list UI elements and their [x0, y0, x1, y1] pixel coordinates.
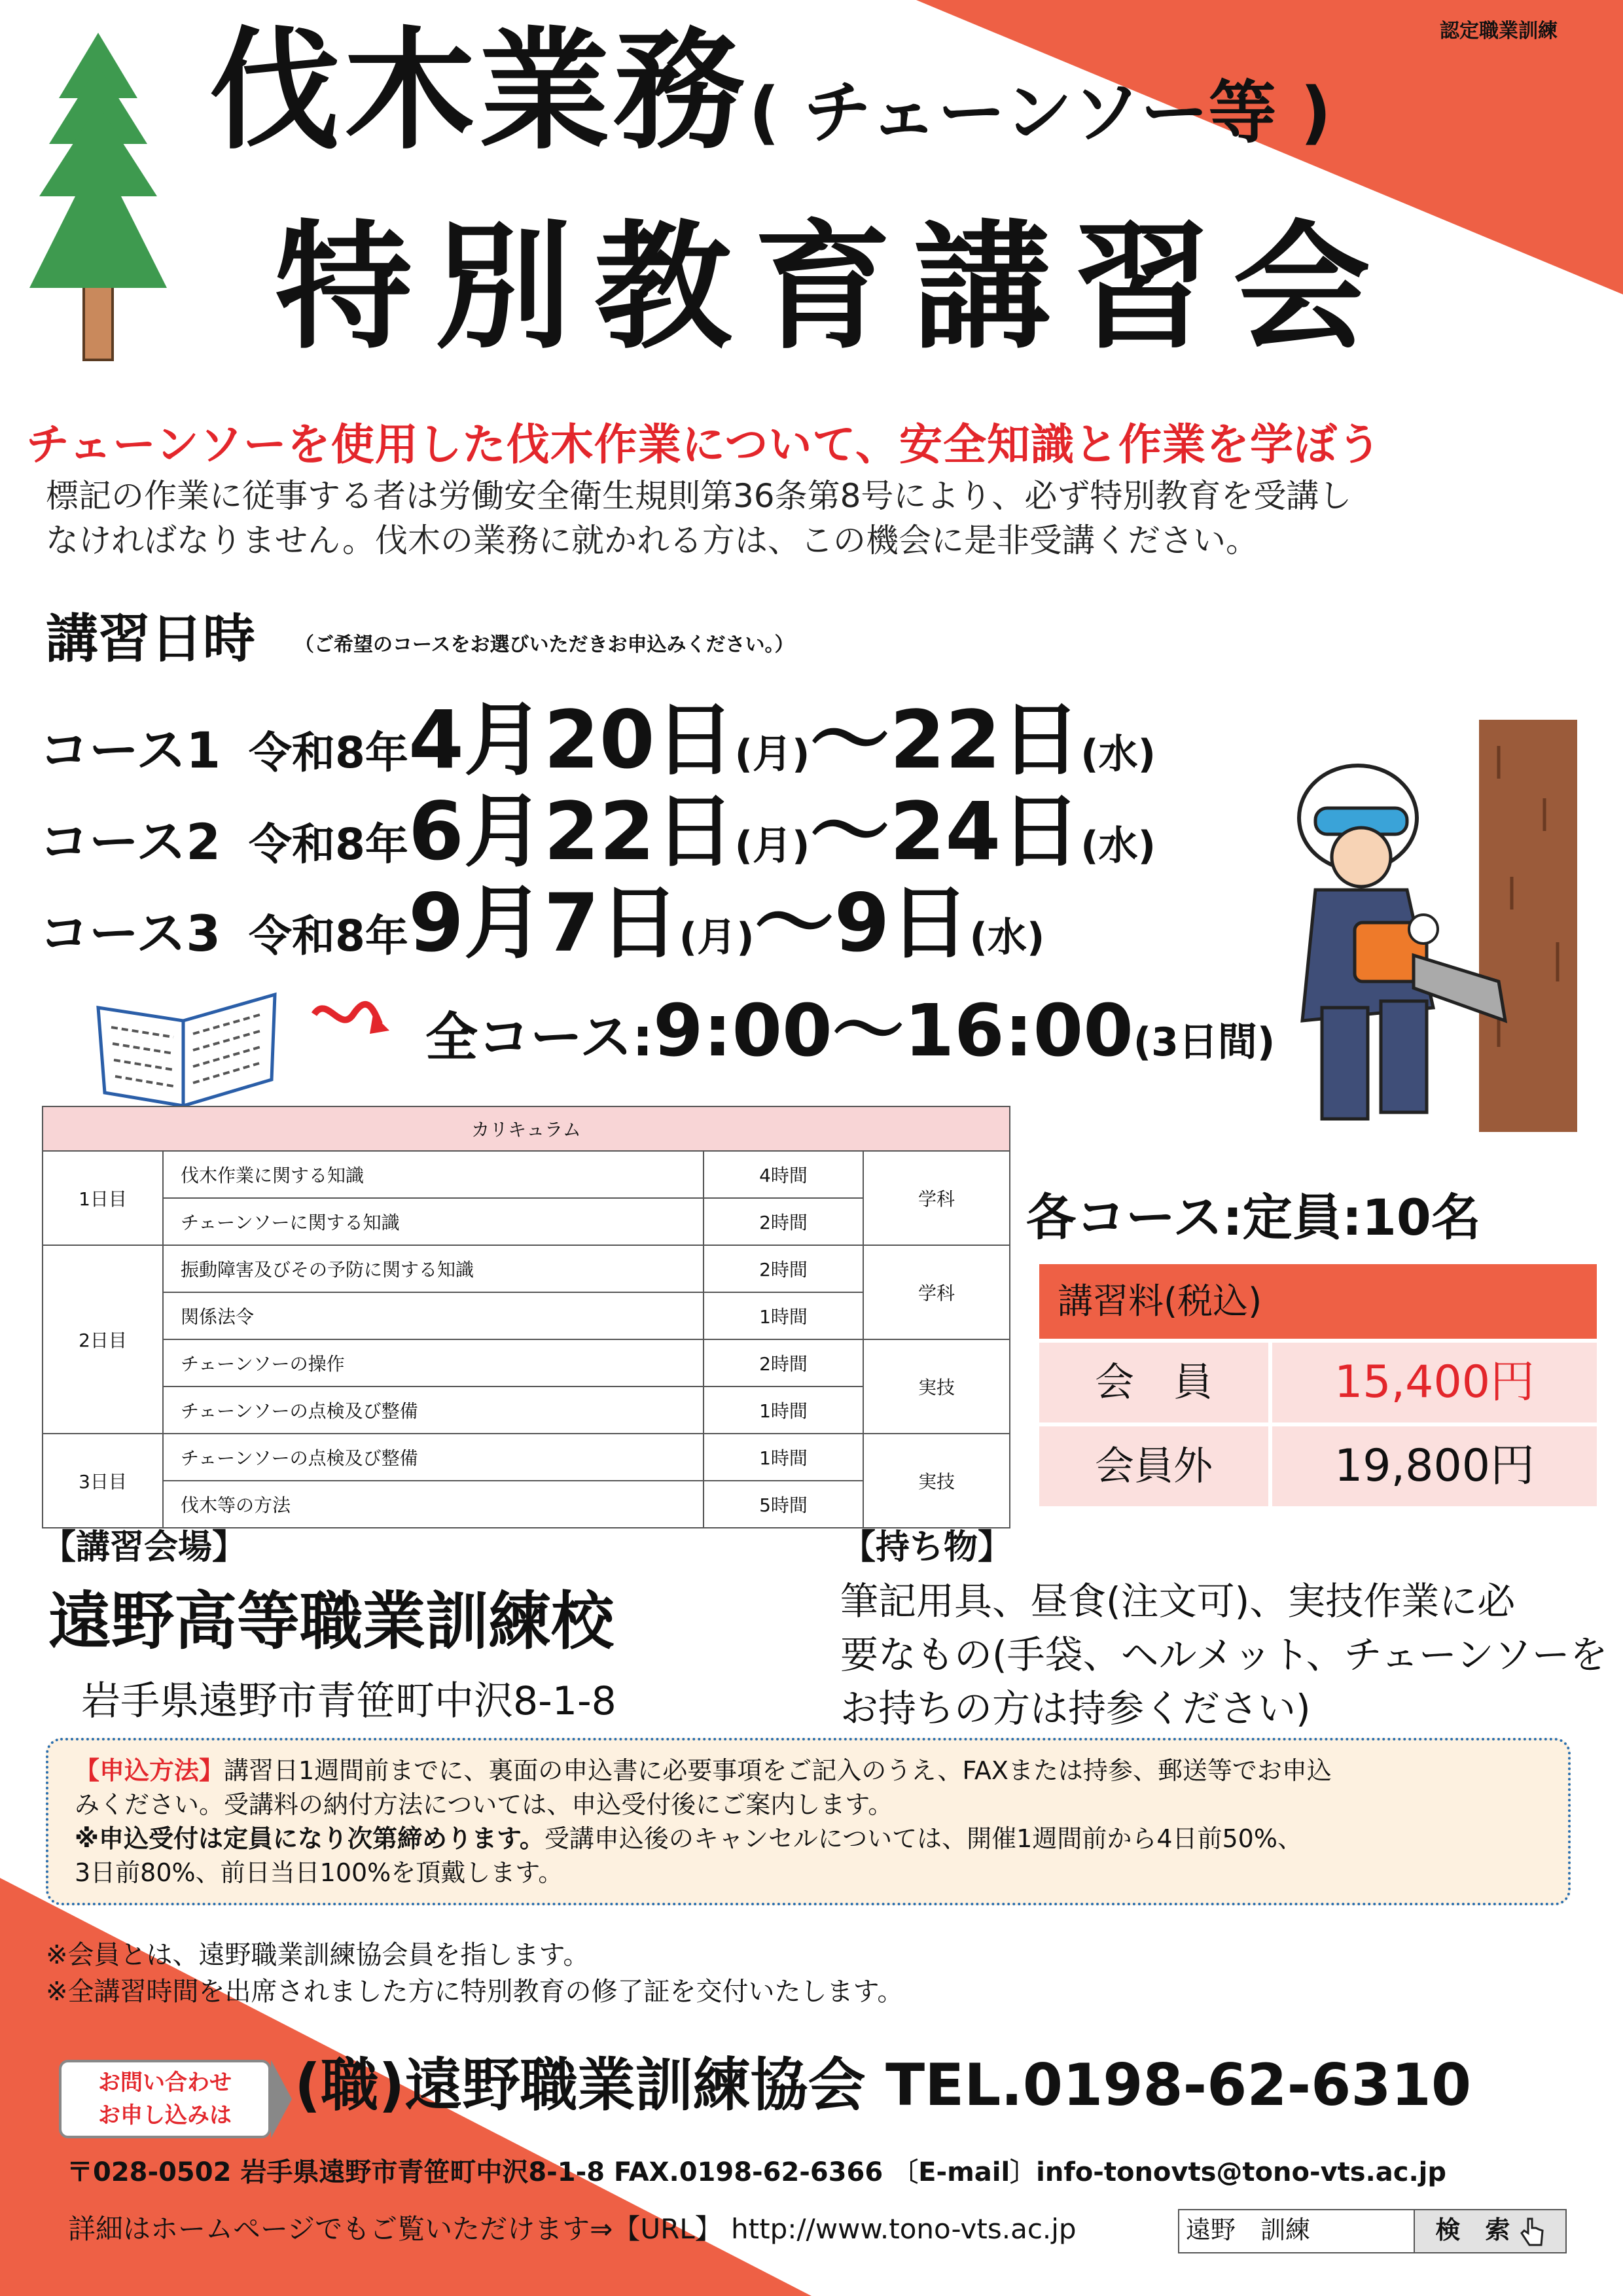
course-end-weekday: (水) — [1080, 823, 1156, 869]
table-cell-day: 2日目 — [43, 1245, 163, 1434]
schedule-heading — [46, 597, 794, 672]
table-cell-hours: 1時間 — [704, 1386, 863, 1434]
worker-chainsaw-icon — [1283, 720, 1597, 1132]
application-box — [46, 1738, 1571, 1905]
application-text: みください。受講料の納付方法については、申込受付後にご案内します。 — [75, 1790, 893, 1819]
curriculum-table — [42, 1106, 1010, 1528]
course-era: 令和8年 — [249, 728, 408, 778]
course-2 — [39, 785, 1156, 878]
capacity-text: 各コース:定員:10名 — [1026, 1188, 1481, 1246]
fee-value: 19,800円 — [1334, 1440, 1535, 1492]
curriculum-title: カリキュラム — [43, 1106, 1010, 1151]
course-end-weekday: (水) — [1080, 732, 1156, 777]
description-line: なければなりません。伐木の業務に就かれる方は、この機会に是非受講ください。 — [46, 521, 1258, 559]
course-end: 24日 — [889, 785, 1081, 878]
description-line: 標記の作業に従事する者は労働安全衛生規則第36条第8号により、必ず特別教育を受講し — [46, 477, 1352, 515]
application-text: 受講申込後のキャンセルについては、開催1週間前から4日前50%、 — [544, 1824, 1302, 1853]
note-line: ※全講習時間を出席されました方に特別教育の修了証を交付いたします。 — [46, 1977, 904, 2007]
belongings-heading: 【持ち物】 — [842, 1528, 1012, 1567]
description — [46, 474, 1584, 563]
course-tilde: 〜 — [754, 877, 834, 970]
table-cell-item: チェーンソーの点検及び整備 — [163, 1434, 704, 1481]
all-course-time — [425, 989, 1275, 1072]
application-text: 講習日1週間前までに、裏面の申込書に必要事項をご記入のうえ、FAXまたは持参、郵送等でお申込 — [224, 1756, 1332, 1785]
course-tilde: 〜 — [810, 694, 890, 786]
title-line1 — [209, 15, 1332, 168]
venue-heading: 【講習会場】 — [42, 1528, 247, 1567]
fee-label: 会 員 — [1039, 1343, 1272, 1422]
tree-icon — [20, 26, 177, 366]
course-end-weekday: (水) — [969, 915, 1045, 961]
table-cell-hours: 2時間 — [704, 1245, 863, 1292]
table-cell-item: チェーンソーに関する知識 — [163, 1198, 704, 1245]
fee-table — [1039, 1264, 1597, 1506]
course-name: コース3 — [39, 904, 221, 963]
certified-badge: 認定職業訓練 — [1440, 20, 1558, 43]
org-name: (職)遠野職業訓練協会 — [294, 2051, 866, 2119]
course-name: コース2 — [39, 813, 221, 871]
title-main: 伐木業務 — [209, 15, 749, 168]
cursor-hand-icon — [1519, 2216, 1545, 2248]
table-cell-hours: 1時間 — [704, 1292, 863, 1339]
search-input[interactable]: 遠野 訓練 — [1179, 2210, 1415, 2252]
course-end: 22日 — [889, 694, 1081, 786]
course-start: 4月20日 — [408, 694, 735, 786]
table-cell-hours: 1時間 — [704, 1434, 863, 1481]
table-cell-item: 伐木作業に関する知識 — [163, 1151, 704, 1198]
table-cell-hours: 2時間 — [704, 1198, 863, 1245]
schedule-note: （ご希望のコースをお選びいただきお申込みください。） — [294, 633, 794, 657]
fee-label: 会員外 — [1039, 1426, 1272, 1506]
venue-address: 岩手県遠野市青笹町中沢8-1-8 — [81, 1678, 616, 1724]
table-cell-item: チェーンソーの操作 — [163, 1339, 704, 1386]
fee-row — [1039, 1426, 1597, 1506]
belongings-line: 筆記用具、昼食(注文可)、実技作業に必 — [840, 1579, 1516, 1623]
contact-label-box — [59, 2060, 271, 2138]
book-icon — [85, 981, 288, 1112]
table-cell-hours: 4時間 — [704, 1151, 863, 1198]
application-text: 3日前80%、前日当日100%を頂戴します。 — [75, 1858, 563, 1887]
course-end: 9日 — [834, 877, 970, 970]
belongings-line: 要なもの(手袋、ヘルメット、チェーンソーを — [840, 1633, 1608, 1677]
notes — [46, 1937, 903, 2010]
table-cell-item: 振動障害及びその予防に関する知識 — [163, 1245, 704, 1292]
course-start-weekday: (月) — [734, 732, 810, 777]
contact-label-line: お申し込みは — [98, 2102, 232, 2128]
table-cell-item: チェーンソーの点検及び整備 — [163, 1386, 704, 1434]
table-cell-hours: 5時間 — [704, 1481, 863, 1528]
table-cell-type: 学科 — [863, 1151, 1010, 1245]
application-label: 【申込方法】 — [75, 1756, 224, 1785]
fee-heading: 講習料(税込) — [1039, 1264, 1597, 1339]
arrow-icon — [308, 995, 393, 1047]
note-line: ※会員とは、遠野職業訓練協会員を指します。 — [46, 1940, 590, 1970]
schedule-title: 講習日時 — [46, 609, 255, 669]
belongings-line: お持ちの方は持参ください) — [840, 1686, 1311, 1731]
table-cell-day: 3日目 — [43, 1434, 163, 1528]
application-bold: ※申込受付は定員になり次第締めります。 — [75, 1824, 544, 1853]
contact-label-line: お問い合わせ — [98, 2070, 232, 2096]
course-start-weekday: (月) — [734, 823, 810, 869]
title-sub: ( チェーンソー等 ) — [749, 73, 1332, 152]
lead-text: チェーンソーを使用した伐木作業について、安全知識と作業を学ぼう — [26, 419, 1382, 470]
search-button[interactable] — [1415, 2210, 1565, 2252]
course-start-weekday: (月) — [679, 915, 755, 961]
table-cell-item: 関係法令 — [163, 1292, 704, 1339]
course-name: コース1 — [39, 721, 221, 779]
tel-link[interactable]: TEL.0198-62-6310 — [885, 2051, 1472, 2119]
title-line2: 特別教育講習会 — [275, 207, 1393, 368]
all-course-days: (3日間) — [1133, 1019, 1275, 1065]
contact-arrow-icon — [271, 2060, 292, 2138]
search-button-label: 検 索 — [1435, 2216, 1510, 2244]
table-cell-type: 実技 — [863, 1434, 1010, 1528]
table-cell-type: 実技 — [863, 1339, 1010, 1434]
course-3 — [39, 877, 1045, 970]
course-era: 令和8年 — [249, 819, 408, 870]
course-tilde: 〜 — [810, 785, 890, 878]
venue-name: 遠野高等職業訓練校 — [48, 1585, 614, 1658]
table-cell-day: 1日目 — [43, 1151, 163, 1245]
course-start: 6月22日 — [408, 785, 735, 878]
all-course-label: 全コース: — [425, 1007, 653, 1068]
course-start: 9月7日 — [408, 877, 679, 970]
table-cell-item: 伐木等の方法 — [163, 1481, 704, 1528]
url-line[interactable]: 詳細はホームページでもご覧いただけます⇒【URL】 http://www.tono-vts.ac.jp — [68, 2213, 1077, 2245]
table-cell-hours: 2時間 — [704, 1339, 863, 1386]
fee-row — [1039, 1343, 1597, 1422]
table-cell-type: 学科 — [863, 1245, 1010, 1339]
course-era: 令和8年 — [249, 911, 408, 961]
fee-value: 15,400円 — [1334, 1356, 1535, 1408]
belongings-text — [840, 1574, 1606, 1735]
search-box — [1178, 2209, 1567, 2253]
contact-address: 〒028-0502 岩手県遠野市青笹町中沢8-1-8 FAX.0198-62-6366 〔E-mail〕info-tonovts@tono-vts.ac.jp — [67, 2157, 1447, 2187]
all-course-hours: 9:00〜16:00 — [653, 989, 1133, 1072]
contact-main — [294, 2048, 1471, 2123]
course-1 — [39, 694, 1156, 786]
